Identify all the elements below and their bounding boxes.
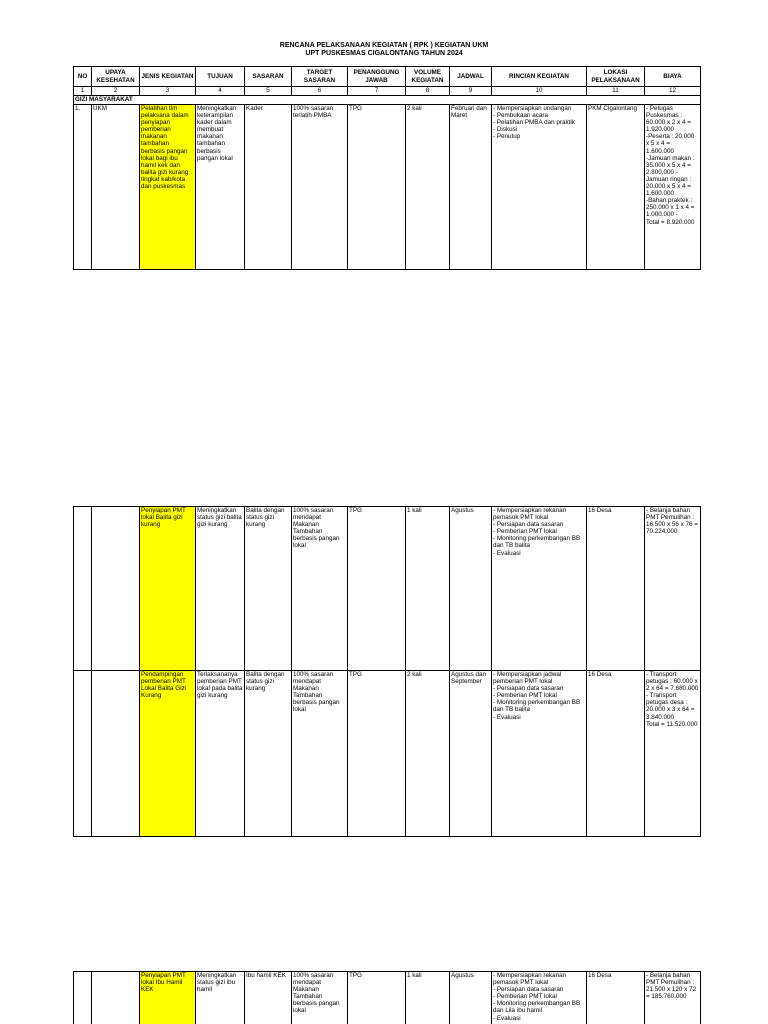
cell-lokasi: PKM Cigalontang (587, 105, 645, 270)
cell-target: 100% sasaran mendapat Makanan Tambahan berbasis pangan lokal (292, 507, 348, 671)
table-row (74, 972, 701, 1024)
cell-biaya: - Belanja bahan PMT Pemulihan : 21.500 x 120 x 72 = 185.760.000 (645, 972, 701, 1024)
cell-pj: TPG (348, 972, 406, 1024)
col-header-pj: PENANGGUNG JAWAB (348, 67, 406, 87)
rpk-table-part-2 (73, 506, 701, 837)
cell-no (74, 507, 92, 671)
cell-jenis: Penyiapan PMT lokal Balita gizi kurang (140, 507, 196, 671)
cell-no (74, 671, 92, 837)
cell-tujuan: Meningkatkan keterampilan kader dalam membuat makanan tambahan berbasis pangan lokal (196, 105, 245, 270)
col-header-upaya: UPAYA KESEHATAN (92, 67, 140, 87)
cell-upaya (92, 972, 140, 1024)
cell-tujuan: Meningkatkan status gizi ibu hamil (196, 972, 245, 1024)
col-number: 5 (245, 87, 292, 96)
table-row (74, 507, 701, 671)
cell-lokasi: 16 Desa (587, 671, 645, 837)
cell-upaya (92, 507, 140, 671)
cell-pj: TPG (348, 671, 406, 837)
col-number: 2 (92, 87, 140, 96)
cell-volume: 2 kali (406, 105, 450, 270)
col-header-tujuan: TUJUAN (196, 67, 245, 87)
col-header-biaya: BIAYA (645, 67, 701, 87)
cell-rincian: - Mempersiapkan rekanan pemasok PMT lokal - Persiapan data sasaran - Pemberian PMT lokal - Monitoring perkembangan BB dan TB balita - Evaluasi (492, 507, 587, 671)
cell-sasaran: Kader (245, 105, 292, 270)
cell-no: 1. (74, 105, 92, 270)
col-header-jenis: JENIS KEGIATAN (140, 67, 196, 87)
col-header-target: TARGET SASARAN (292, 67, 348, 87)
col-number: 8 (406, 87, 450, 96)
document-title-line-2: UPT PUSKESMAS CIGALONTANG TAHUN 2024 (305, 50, 463, 57)
cell-biaya: - Belanja bahan PMT Pemulihan : 16.500 x 56 x 76 = 70.224.000 (645, 507, 701, 671)
col-number: 3 (140, 87, 196, 96)
col-header-rincian: RINCIAN KEGIATAN (492, 67, 587, 87)
section-label: GIZI MASYARAKAT (74, 96, 701, 105)
col-header-jadwal: JADWAL (450, 67, 492, 87)
cell-volume: 2 kali (406, 671, 450, 837)
cell-volume: 1 kali (406, 507, 450, 671)
cell-tujuan: Terlaksananya pemberian PMT lokal pada balita gizi kurang (196, 671, 245, 837)
col-header-lokasi: LOKASI PELAKSANAAN (587, 67, 645, 87)
col-number: 11 (587, 87, 645, 96)
col-number: 1 (74, 87, 92, 96)
cell-no (74, 972, 92, 1024)
cell-jadwal: Agustus (450, 972, 492, 1024)
section-row (74, 96, 701, 105)
table-header-row (74, 67, 701, 87)
rpk-table-part-3 (73, 971, 701, 1024)
table-row (74, 671, 701, 837)
cell-jenis: Pelatihan tim pelaksana dalam penyiapan pemberian makanan tambahan berbasis pangan lokal bagi ibu hamil kek dan balita gizi kurang tingkat kab/kota dan puskesmas (140, 105, 196, 270)
col-header-volume: VOLUME KEGIATAN (406, 67, 450, 87)
cell-target: 100% sasaran mendapat Makanan Tambahan berbasis pangan lokal (292, 671, 348, 837)
col-number: 7 (348, 87, 406, 96)
cell-rincian: - Mempersiapkan rekanan pemasok PMT lokal - Persiapan data sasaran - Pemberian PMT lokal - Monitoring perkembangan BB dan Lila ibu hamil - Evaluasi (492, 972, 587, 1024)
col-header-no: NO (74, 67, 92, 87)
cell-pj: TPG (348, 507, 406, 671)
cell-lokasi: 16 Desa (587, 507, 645, 671)
cell-target: 100% sasaran mendapat Makanan Tambahan berbasis pangan lokal (292, 972, 348, 1024)
cell-pj: TPG (348, 105, 406, 270)
cell-volume: 1 kali (406, 972, 450, 1024)
cell-lokasi: 16 Desa (587, 972, 645, 1024)
cell-upaya: UKM (92, 105, 140, 270)
col-number: 4 (196, 87, 245, 96)
col-number: 6 (292, 87, 348, 96)
cell-biaya: - Transport petugas : 60.000 x 2 x 64 = 7.680.000 - Transport petugas desa : 20.000 x 3 x 64 = 3.840.000 Total = 11.520.000 (645, 671, 701, 837)
cell-biaya: - Petugas Puskesmas : 60.000 x 2 x 4 = 1.920.000 -Peserta : 20.000 x 5 x 4 = 1.600.000 -Jamuan makan : 35.000 x 5 x 4 = 2.800.000 - Jamuan ringan : 20.000 x 5 x 4 = 1.600.000 -Bahan praktek : 250.000 x 1 x 4 = 1.000.000 - Total = 8.920.000 (645, 105, 701, 270)
col-header-sasaran: SASARAN (245, 67, 292, 87)
cell-jenis: Penyiapan PMT lokal Ibu Hamil KEK (140, 972, 196, 1024)
table-row (74, 105, 701, 270)
cell-target: 100% sasaran terlatih PMBA (292, 105, 348, 270)
cell-jenis: Pendampingan pemberian PMT Lokal Balita Gizi Kurang (140, 671, 196, 837)
column-number-row (74, 87, 701, 96)
cell-sasaran: Balita dengan status gizi kurang (245, 507, 292, 671)
cell-jadwal: Februari dan Maret (450, 105, 492, 270)
col-number: 10 (492, 87, 587, 96)
cell-upaya (92, 671, 140, 837)
cell-tujuan: Meningkatkan status gizi balita gizi kurang (196, 507, 245, 671)
col-number: 12 (645, 87, 701, 96)
cell-sasaran: Balita dengan status gizi kurang (245, 671, 292, 837)
cell-rincian: - Mempersiapkan jadwal pemberian PMT lokal - Persiapan data sasaran - Pemberian PMT lokal - Monitoring perkembangan BB dan TB balita - Evaluasi (492, 671, 587, 837)
cell-jadwal: Agustus (450, 507, 492, 671)
document-title-line-1: RENCANA PELAKSANAAN KEGIATAN ( RPK ) KEGIATAN UKM (279, 42, 489, 49)
cell-rincian: - Mempersiapkan undangan - Pembukaan acara - Pelatihan PMBA dan praktik - Diskusi - Penutup (492, 105, 587, 270)
col-number: 9 (450, 87, 492, 96)
cell-sasaran: Ibu hamil KEK (245, 972, 292, 1024)
cell-jadwal: Agustus dan September (450, 671, 492, 837)
rpk-table-part-1 (73, 66, 701, 270)
